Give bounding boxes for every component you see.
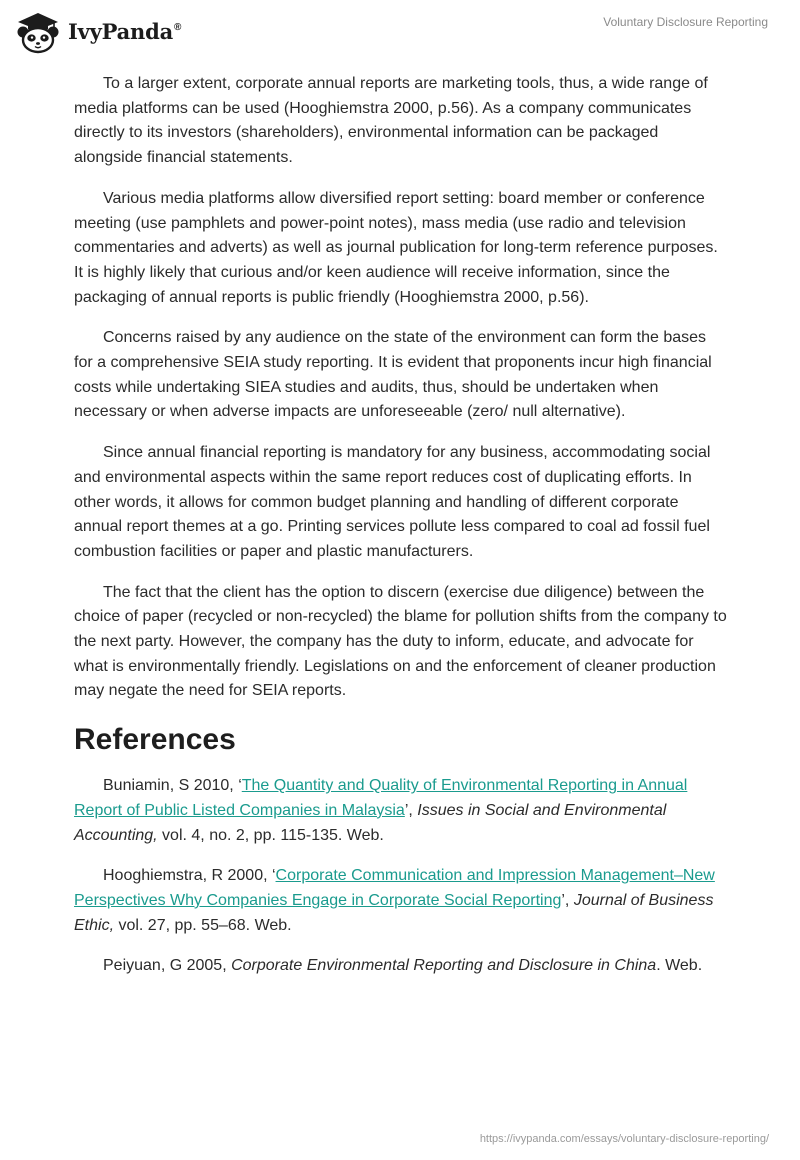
reference-link[interactable]: The Quantity and Quality of Environmental Reporting in Annual Report of Public Listed Companies in Malaysia [74,777,688,819]
reference-details: . Web. [656,957,703,975]
body-paragraph: To a larger extent, corporate annual reports are marketing tools, thus, a wide range of media platforms can be used (Hooghiemstra 2000, p.56). As a company communicates directly to its investors (shareholders), environmental information can be packaged alongside financial statements. [74,75,708,167]
page-header [0,0,800,62]
ivypanda-logo[interactable] [14,10,181,54]
brand-name [68,19,181,44]
essay-content [74,72,728,995]
panda-graduate-icon [14,10,62,54]
reference-details: vol. 4, no. 2, pp. 115-135. Web. [157,826,384,844]
reference-item [74,774,728,848]
reference-item [74,954,728,979]
registered-mark: ® [174,21,182,33]
document-title: Voluntary Disclosure Reporting [603,15,768,29]
reference-author: Peiyuan, G 2005, [103,957,232,975]
reference-title: Corporate Environmental Reporting and Disclosure in China [231,957,657,975]
body-paragraph: Various media platforms allow diversified report setting: board member or conference meeting (use pamphlets and power-point notes), mass media (use radio and television commentaries and adverts) as well as journal publication for long-term reference purposes. It is highly likely that curious and/or keen audience will receive information, since the packaging of annual reports is public friendly (Hooghiemstra 2000, p.56). [74,189,718,306]
body-paragraph: Since annual financial reporting is mandatory for any business, accommodating social and environmental aspects within the same report reduces cost of duplicating efforts. In other words, it allows for common budget planning and handling of different corporate annual report themes at a go. Printing services pollute less compared to coal ad fossil fuel combustion facilities or paper and plastic manufacturers. [74,444,711,560]
reference-link[interactable]: Corporate Communication and Impression Management–New Perspectives Why Companies Engage in Corporate Social Reporting [74,867,715,909]
reference-item [74,864,728,938]
reference-punct: ’, [561,891,574,909]
reference-author: Hooghiemstra, R 2000, ‘ [103,867,276,885]
body-paragraph: The fact that the client has the option to discern (exercise due diligence) between the choice of paper (recycled or non-recycled) the blame for pollution shifts from the company to the next party. However, the company has the duty to inform, educate, and advocate for what is environmentally friendly. Legislations on and the enforcement of cleaner production may negate the need for SEIA reports. [74,583,727,700]
reference-journal: Journal of Business Ethic, [74,891,714,934]
references-heading: References [74,723,236,757]
reference-author: Buniamin, S 2010, ‘ [103,777,242,795]
brand-label: IvyPanda [68,18,174,44]
source-url[interactable]: https://ivypanda.com/essays/voluntary-disclosure-reporting/ [479,1133,769,1145]
reference-details: vol. 27, pp. 55–68. Web. [114,916,292,934]
reference-punct: ’, [404,801,418,819]
body-paragraph: Concerns raised by any audience on the state of the environment can form the bases for a comprehensive SEIA study reporting. It is evident that proponents incur high financial costs while undertaking SIEA studies and audits, thus, should be undertaken when necessary or when adverse impacts are unforeseeable (zero/ null alternative). [74,329,712,421]
reference-journal: Issues in Social and Environmental Accounting, [74,801,667,844]
